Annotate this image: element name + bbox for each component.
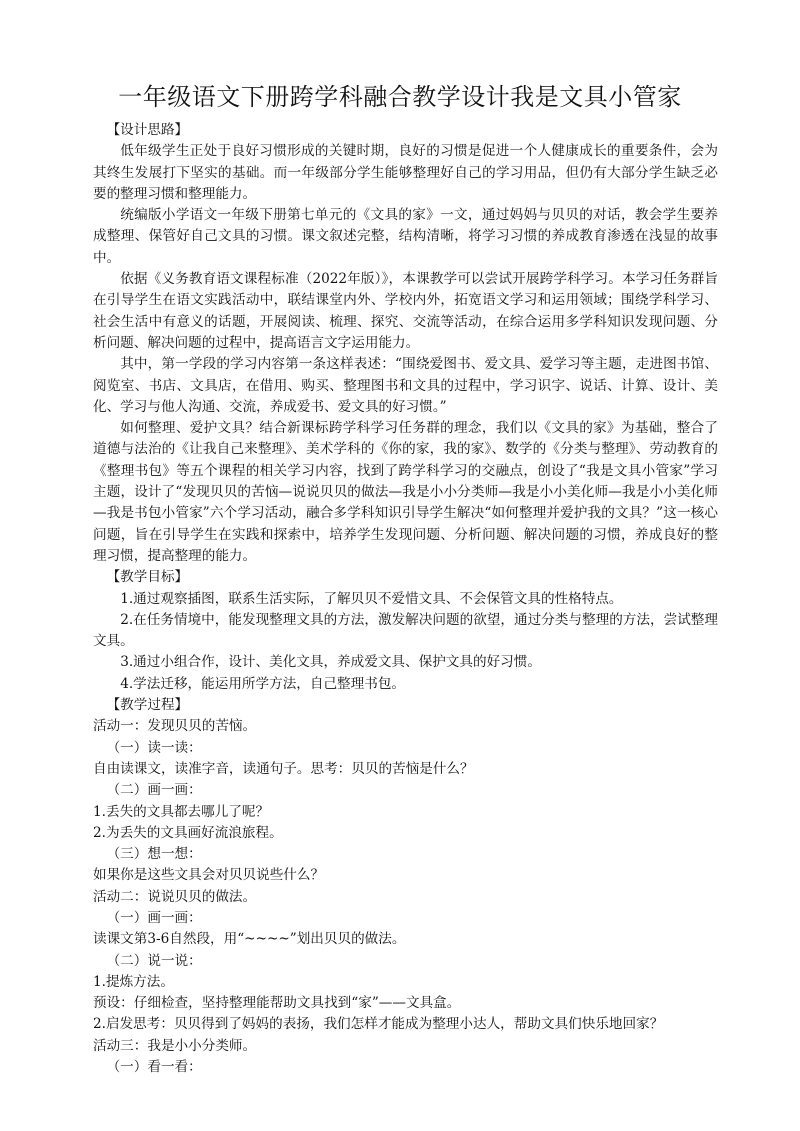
paragraph: 统编版小学语文一年级下册第七单元的《文具的家》一文，通过妈妈与贝贝的对话，教会学生要养成整理、保管好自己文具的习惯。课文叙述完整，结构清晰，将学习习惯的养成教育渗透在浅显的故事中。 <box>93 207 718 266</box>
goal-item: 4.学法迁移，能运用所学方法，自己整理书包。 <box>120 675 406 692</box>
sub-step: （一）画一画： <box>106 909 202 926</box>
activity-heading: 活动三：我是小小分类师。 <box>93 1037 257 1054</box>
step-text: 2.启发思考：贝贝得到了妈妈的表扬，我们怎样才能成为整理小达人，帮助文具们快乐地回家？ <box>93 1016 664 1033</box>
document-body <box>93 120 718 1078</box>
paragraph: 低年级学生正处于良好习惯形成的关键时期，良好的习惯是促进一个人健康成长的重要条件，会为其终生发展打下坚实的基础。而一年级部分学生能够整理好自己的学习用品，但仍有大部分学生缺乏必要的整理习惯和整理能力。 <box>93 143 718 202</box>
sub-step: （一）看一看： <box>106 1059 202 1076</box>
step-text: 读课文第3-6自然段，用“~~~~”划出贝贝的做法。 <box>93 931 406 948</box>
sub-step: （三）想一想： <box>106 846 202 863</box>
goal-item: 3.通过小组合作，设计、美化文具，养成爱文具、保护文具的好习惯。 <box>120 654 541 671</box>
section-heading-process: 【教学过程】 <box>106 697 189 714</box>
step-text: 1.丢失的文具都去哪儿了呢？ <box>93 803 270 820</box>
paragraph: 其中，第一学段的学习内容第一条这样表述：“围绕爱图书、爱文具、爱学习等主题，走进图书馆、阅览室、书店、文具店，在借用、购买、整理图书和文具的过程中，学习识字、说话、计算、设计、美化、学习与他人沟通、交流，养成爱书、爱文具的好习惯。” <box>93 356 718 415</box>
paragraph: 依据《义务教育语文课程标准（2022年版）》，本课教学可以尝试开展跨学科学习。本学习任务群旨在引导学生在语文实践活动中，联结课堂内外、学校内外，拓宽语文学习和运用领域；围绕学科学习、社会生活中有意义的话题，开展阅读、梳理、探究、交流等活动，在综合运用多学科知识发现问题、分析问题、解决问题的过程中，提高语言文字运用能力。 <box>93 271 718 351</box>
sub-step: （二）说一说： <box>106 952 202 969</box>
section-heading-design: 【设计思路】 <box>106 122 189 138</box>
paragraph: 如何整理、爱护文具？结合新课标跨学科学习任务群的理念，我们以《文具的家》为基础，整合了道德与法治的《让我自己来整理》、美术学科的《你的家，我的家》、数学的《分类与整理》、劳动教育的《整理书包》等五个课程的相关学习内容，找到了跨学科学习的交融点，创设了“我是文具小管家”学习主题，设计了“发现贝贝的苦恼—说说贝贝的做法—我是小小分类师—我是小小美化师—我是小小美化师—我是书包小管家”六个学习活动，融合多学科知识引导学生解决“如何整理并爱护我的文具？”这一核心问题，旨在引导学生在实践和探索中，培养学生发现问题、分析问题、解决问题的习惯，养成良好的整理习惯，提高整理的能力。 <box>93 420 718 564</box>
step-text: 如果你是这些文具会对贝贝说些什么？ <box>93 867 325 884</box>
step-text: 1.提炼方法。 <box>93 973 174 990</box>
step-text: 自由读课文，读准字音，读通句子。思考：贝贝的苦恼是什么？ <box>93 760 474 777</box>
document-title: 一年级语文下册跨学科融合教学设计我是文具小管家 <box>118 83 682 111</box>
goal-item: 1.通过观察插图，联系生活实际，了解贝贝不爱惜文具、不会保管文具的性格特点。 <box>120 590 623 607</box>
sub-step: （二）画一画： <box>106 782 202 799</box>
sub-step: （一）读一读： <box>106 739 202 756</box>
activity-heading: 活动二：说说贝贝的做法。 <box>93 888 257 905</box>
goal-item: 2.在任务情境中，能发现整理文具的方法，激发解决问题的欲望，通过分类与整理的方法，尝试整理文具。 <box>93 611 718 650</box>
step-text: 预设：仔细检查，坚持整理能帮助文具找到“家”——文具盒。 <box>93 995 461 1012</box>
step-text: 2.为丢失的文具画好流浪旅程。 <box>93 824 283 841</box>
section-heading-goals: 【教学目标】 <box>106 569 189 586</box>
activity-heading: 活动一：发现贝贝的苦恼。 <box>93 718 257 735</box>
